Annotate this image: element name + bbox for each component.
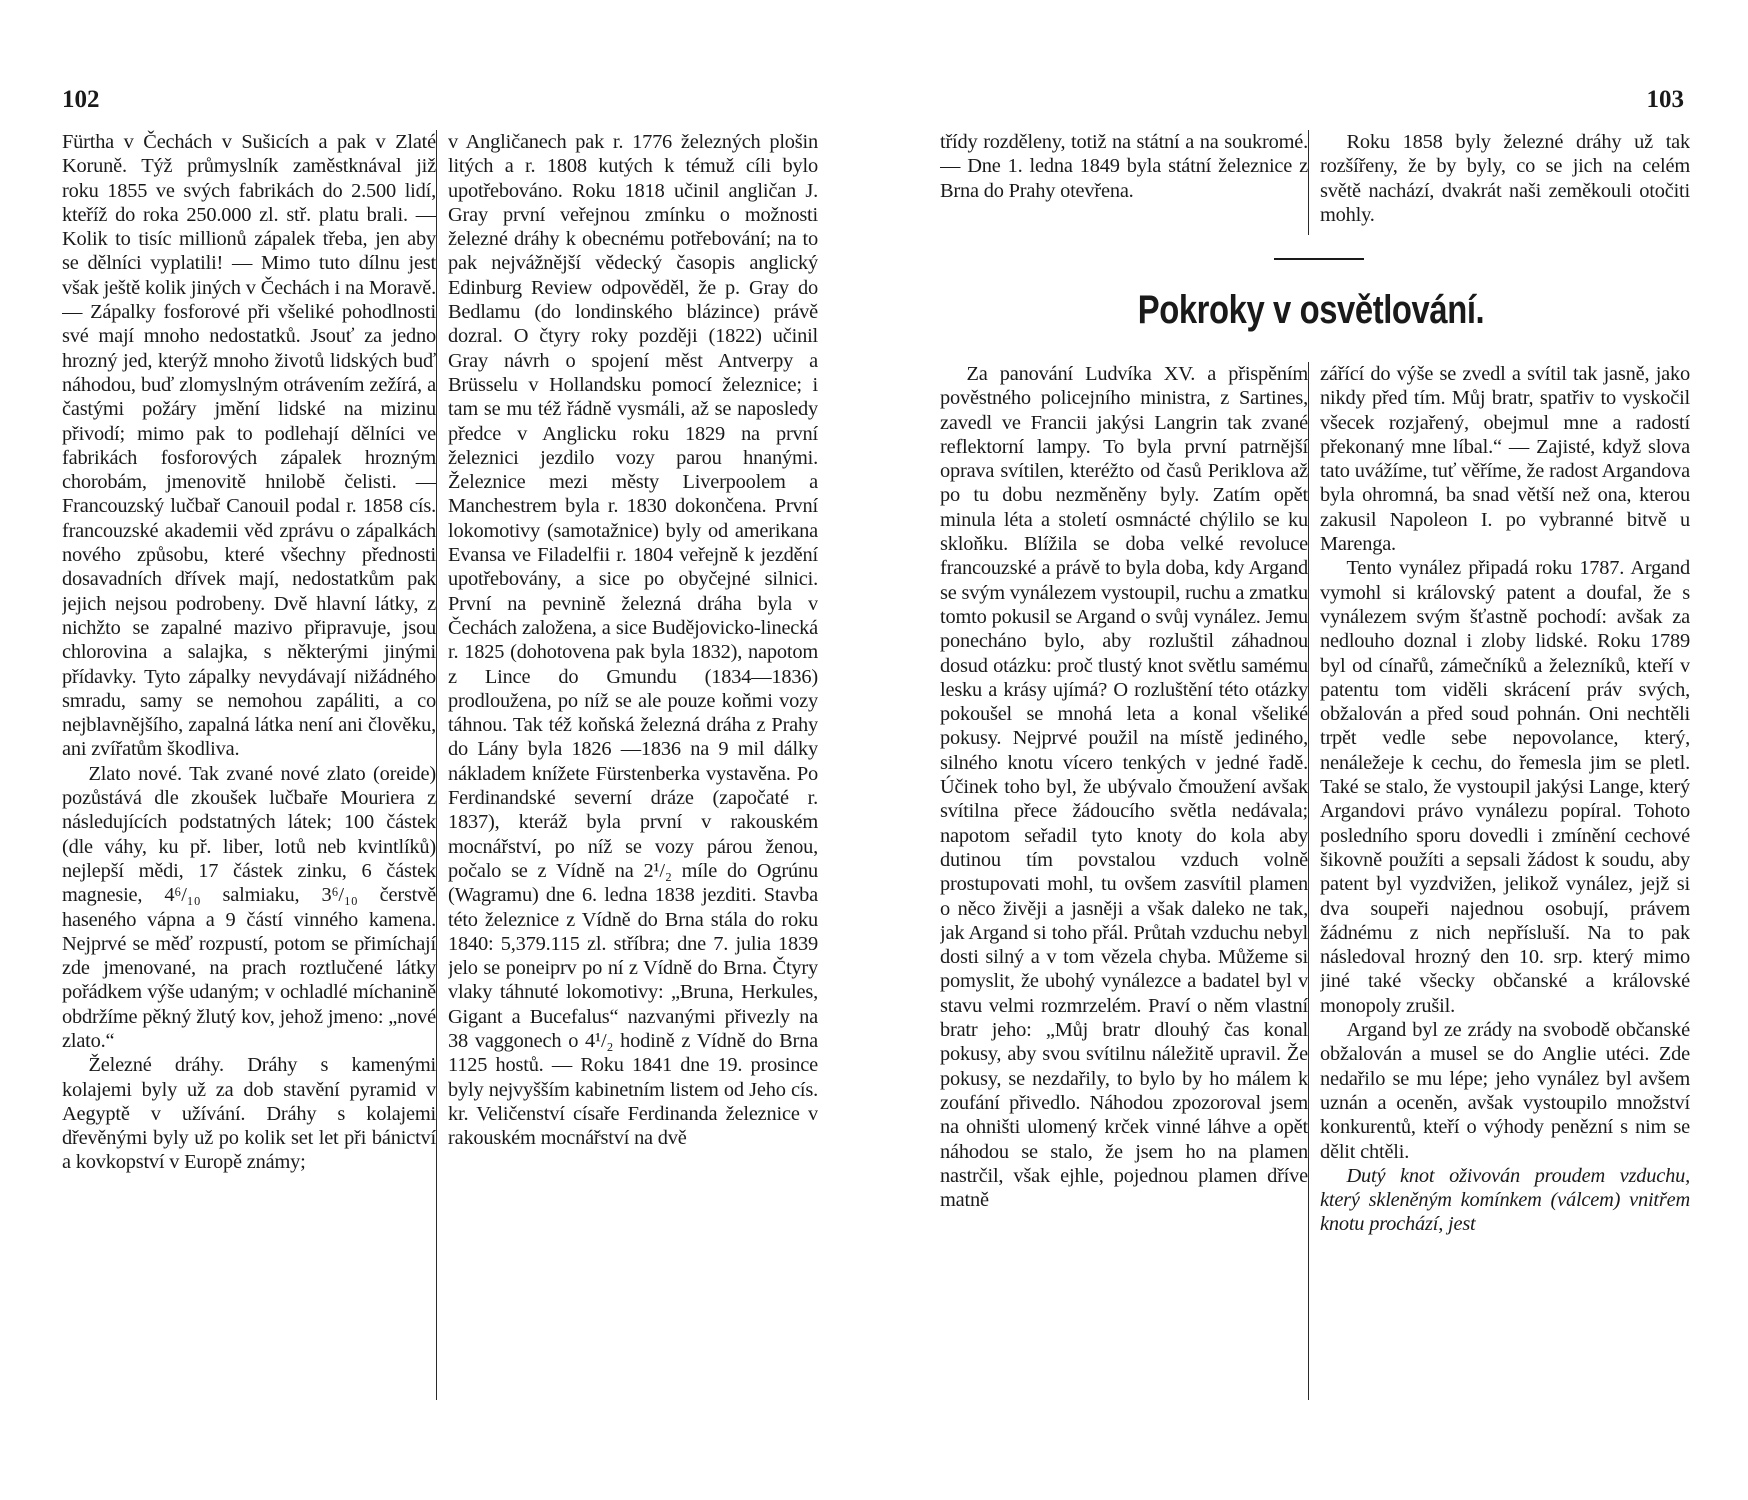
paragraph: Argand byl ze zrády na svobodě občanské obžalován a musel se do Anglie utéci. Zde nedařilo se mu lépe; jeho vynález byl avšem uznán a oceněn, avšak vystoupilo množství konkurentů, kteří o výhody penězní s nim se dělit chtěli. [1320, 1019, 1690, 1163]
paragraph: Roku 1858 byly železné dráhy už tak rozšířeny, že by byly, co se jich na celém světě nachází, dvakrát naši zeměkouli otočiti mohly. [1320, 131, 1690, 226]
section-title: Pokroky v osvětlování. [1137, 288, 1485, 332]
paragraph: zářící do výše se zvedl a svítil tak jasně, jako nikdy před tím. Můj bratr, spatřiv to vyskočil všecek rozjařený, obejmul mne a radostí překonaný mne líbal.“ — Zajisté, když slova tato uvážíme, tuť věříme, že radost Argandova byla ohromná, ba snad větší než ona, kterou zakusil Napoleon I. po vybranné bitvě u Marenga. [1320, 363, 1690, 556]
paragraph: Tento vynález připadá roku 1787. Argand vymohl si královský patent a doufal, že s vynálezem svým šťastně pochodí: avšak za nedlouho doznal i zloby lidské. Roku 1789 byl od cínařů, zámečníků a železníků, kteří v patentu tom viděli skrácení práv svých, obžalován a před soud pohnán. Oni nechtěli trpět vedle sebe nepovolance, který, nenáležeje k cechu, do řemesla jim se pletl. Také se stalo, že vystoupil jakýsi Lange, který Argandovi právo vynálezu popíral. Tohoto posledního sporu dovedli i zmínění cechové šikovně použíti a sepsali žádost k soudu, aby patent byl vyzdvižen, jelikož vynález, jejž si dva soupeři najednou osobují, právem žádnému z nich nepřísluší. Na to pak následoval hrozný den 10. srp. který mimo jiné také všecky občanské a královské monopoly zrušil. [1320, 557, 1690, 1017]
text-column-left-2 [448, 130, 818, 1400]
paragraph: v Angličanech pak r. 1776 železných plošin litých a r. 1808 kutých k témuž cíli bylo upotřebováno. Roku 1818 učinil angličan J. Gray první veřejnou zmínku o možnosti železné dráhy k obecnému potřebování; na to pak nejvážnější vědecký časopis anglický Edinburg Review odpověděl, že p. Gray do Bedlamu (do londinského blázince) právě dozral. O čtyry roky později (1822) učinil Gray návrh o spojení měst Antverpy a Brüsselu v Hollandsku pomocí železnice; i tam se mu též řádně vysmáli, až se naposledy předce v Anglicku roku 1829 na první železnici jezdilo vozy parou hnanými. Železnice mezi městy Liverpoolem a Manchestrem byla r. 1830 dokončena. První lokomotivy (samotažnice) byly od amerikana Evansa ve Filadelfii r. 1804 veřejně k jezdění upotřebovány, a sice po obyčejné silnici. První na pevnině železná dráha byla v Čechách založena, a sice Budějovicko-linecká r. 1825 (dohotovena pak byla 1832), napotom z Lince do Gmundu (1834—1836) prodloužena, po níž se ale pouze koňmi vozy táhnou. Tak též koňská železná dráha z Prahy do Lány byla 1826 —1836 na 9 mil dálky nákladem knížete Fürstenberka vystavěna. Po Ferdinandské severní dráze (započaté r. 1837), kteráž byla první v rakouském mocnářství, po níž se vozy párou ženou, počalo se z Vídně na 2¹/₂ míle do Ogrúnu (Wagramu) dne 6. ledna 1838 jezditi. Stavba této železnice z Vídně do Brna stála do roku 1840: 5,379.115 zl. stříbra; dne 7. julia 1839 jelo se poneiprv po ní z Vídně do Brna. Čtyry vlaky táhnuté lokomotivy: „Bruna, Herkules, Gigant a Bucefalus“ nazvanými přivezly na 38 vaggonech o 4¹/₂ hodině z Vídně do Brna 1125 hostů. — Roku 1841 dne 19. prosince byly nejvyšším kabinetním listem od Jeho cís. kr. Veličenství císaře Ferdinanda železnice v rakouském mocnářství na dvě [448, 131, 818, 1150]
page-number: 103 [1646, 86, 1684, 113]
paragraph: Zlato nové. Tak zvané nové zlato (oreide) pozůstává dle zkoušek lučbaře Mouriera z následujících podstatných látek; 100 částek (dle váhy, ku př. liber, lotů neb kvintlíků) nejlepší mědi, 17 částek zinku, 6 částek magnesie, 4⁶/₁₀ salmiaku, 3⁶/₁₀ čerstvě haseného vápna a 9 částí vinného kamena. Nejprvé se měď rozpustí, potom se přimíchají zde jmenované, na prach roztlučené látky pořádkem výše udaným; v ochladlé míchanině obdržíme pěkný žlutý kov, jehož jmeno: „nové zlato.“ [62, 762, 436, 1052]
text-column-top-left [940, 130, 1309, 235]
paragraph: Fürtha v Čechách v Sušicích a pak v Zlaté Koruně. Týž průmyslník zaměstknával již roku 1855 ve svých fabrikách do 2.500 lidí, kteříž do roka 250.000 zl. stř. platu brali. — Kolik to tisíc millionů zápalek třeba, jen aby se dělníci vyplatili! — Mimo tuto dílnu jest však ještě kolik jiných v Čechách i na Moravě. — Zápalky fosforové při všeliké pohodlnosti své mají mnoho nedostatků. Jsouť za jedno hrozný jed, kterýž mnoho životů lidských buď náhodou, buď zlomyslným otrávením zežírá, a častými požáry jmění lidské na mizinu přivodí; mimo pak to podlehají dělníci ve fabrikách fosforových zápalek hrozným chorobám, jmenovitě hnilobě čelisti. — Francouzský lučbař Canouil podal r. 1858 cís. francouzské akademii věd zprávu o zápalkách nového způsobu, které všechny přednosti dosavadních dřívek mají, nedostatkům pak jejich nejsou podrobeny. Dvě hlavní látky, z nichžto se zapalné mazivo připravuje, jsou chlorovina a salajka, s některými jinými přídavky. Tyto zápalky nevydávají nižádného smradu, samy se nemohou zapáliti, a co nejblavnějšího, zapalná látka není ani člověku, ani zvířatům škodliva. [62, 131, 436, 761]
text-column-right-1 [940, 362, 1309, 1400]
text-column-left-1 [62, 130, 437, 1400]
paragraph: Za panování Ludvíka XV. a přispěním pověstného policejního ministra, z Sartines, zavedl ve Francii jakýsi Langrin tak zvané reflektorní lampy. To byla první patrnější oprava svítilen, kteréžto od časů Periklova až po tu dobu nezměněny byly. Zatím opět minula léta a století osmnácté chýlilo se ku skloňku. Blížila se doba velké revoluce francouzské a právě to byla doba, kdy Argand se svým vynálezem vystoupil, ruchu a zmatku tomto pokusil se Argand o svůj vynález. Jemu ponecháno bylo, aby rozluštil záhadnou dosud otázku: proč tlustý knot světlu samému lesku a krásy ujímá? O rozluštění této otázky pokoušel se mnohá leta a konal všeliké pokusy. Nejprvé použil na místě jediného, silného knotu vícero tenkých v jedné řadě. Účinek toho byl, že ubývalo čmoužení avšak svítilna přece žádoucího světla nedávala; napotom seřadil tyto knoty do kola aby dutinou tím povstalou vzduch volně prostupovati mohl, tu ovšem zasvítil plamen o něco živěji a jasněji a však daleko ne tak, jak Argand si toho přál. Průtah vzduchu nebyl dosti silný a v tom vězela chyba. Můžeme si pomyslit, že ubohý vynálezce a badatel byl v stavu velmi rozmrzelém. Praví o něm vlastní bratr jeho: „Můj bratr dlouhý čas konal pokusy, aby svou svítilnu náležitě upravil. Že pokusy, se nezdařily, to bylo by ho málem k zoufání přivedlo. Náhodou zpozoroval jsem na ohništi ulomený krček vinné láhve a opět náhodou se stalo, že jsem ho na plamen nastrčil, však ejhle, pojednou plamen dříve matně [940, 363, 1308, 1212]
text-column-top-right [1320, 130, 1690, 235]
right-page [874, 0, 1748, 1500]
section-divider [1274, 258, 1364, 260]
paragraph: Dutý knot oživován proudem vzduchu, který skleněným komínkem (válcem) vnitřem knotu prochází, jest [1320, 1164, 1690, 1236]
paragraph: třídy rozděleny, totiž na státní a na soukromé. — Dne 1. ledna 1849 byla státní železnice z Brna do Prahy otevřena. [940, 131, 1308, 202]
page-number: 102 [62, 86, 100, 113]
paragraph: Železné dráhy. Dráhy s kamenými kolajemi byly už za dob stavění pyramid v Aegyptě v užívání. Dráhy s kolajemi dřevěnými byly už po kolik set let při bánictví a kovkopství v Europě známy; [62, 1054, 436, 1174]
text-column-right-2 [1320, 362, 1690, 1400]
